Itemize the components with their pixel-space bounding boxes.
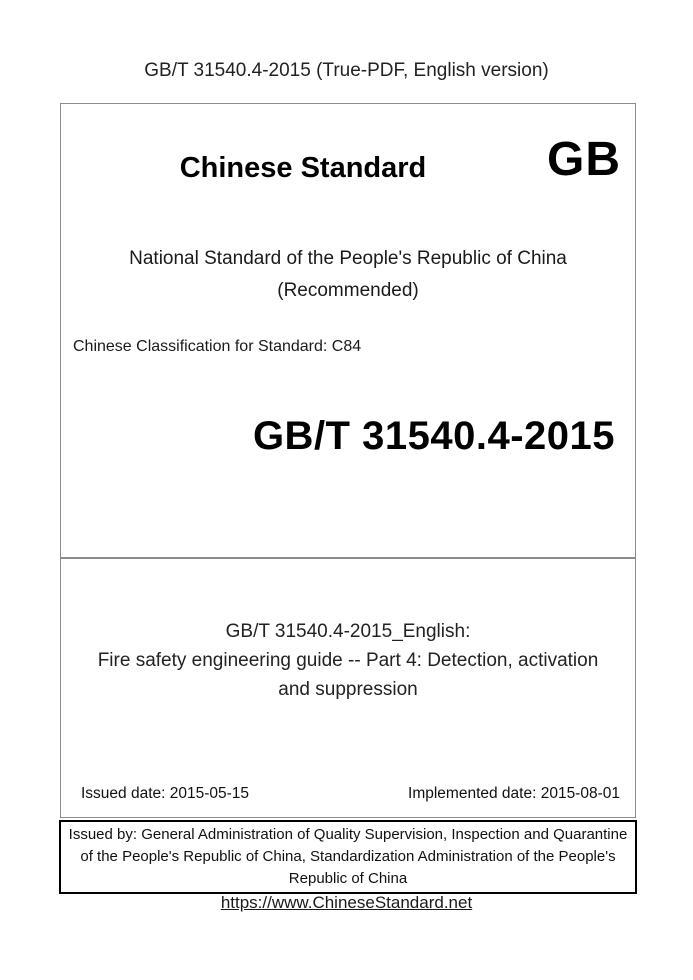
english-title-line-2: Fire safety engineering guide -- Part 4: Detection, activation [97, 650, 599, 671]
footer-link[interactable]: https://www.ChineseStandard.net [220, 893, 473, 912]
recommended-line: (Recommended) [277, 280, 419, 301]
cover-top-box [60, 103, 636, 558]
gb-logo: GB [547, 133, 621, 186]
document-footer [0, 893, 693, 913]
dates-row [81, 785, 620, 803]
english-title-line-1: GB/T 31540.4-2015_English: [225, 621, 471, 642]
classification-line: Chinese Classification for Standard: C84 [73, 338, 362, 355]
issuer-box [59, 820, 637, 894]
issued-date: Issued date: 2015-05-15 [81, 785, 250, 802]
standard-number: GB/T 31540.4-2015 [252, 414, 615, 458]
brand-title: Chinese Standard [179, 152, 427, 184]
english-title-block [61, 617, 635, 704]
implemented-date: Implemented date: 2015-08-01 [408, 785, 620, 802]
national-standard-line: National Standard of the People's Republic of China [129, 248, 567, 269]
issuer-text: Issued by: General Administration of Quality Supervision, Inspection and Quarantine of the People's Republic of China, Standardization Administration of the People's Republic of China [68, 826, 628, 887]
cover-title-box [60, 558, 636, 818]
document-header-title: GB/T 31540.4-2015 (True-PDF, English version) [144, 60, 549, 81]
english-title-line-3: and suppression [278, 679, 418, 700]
